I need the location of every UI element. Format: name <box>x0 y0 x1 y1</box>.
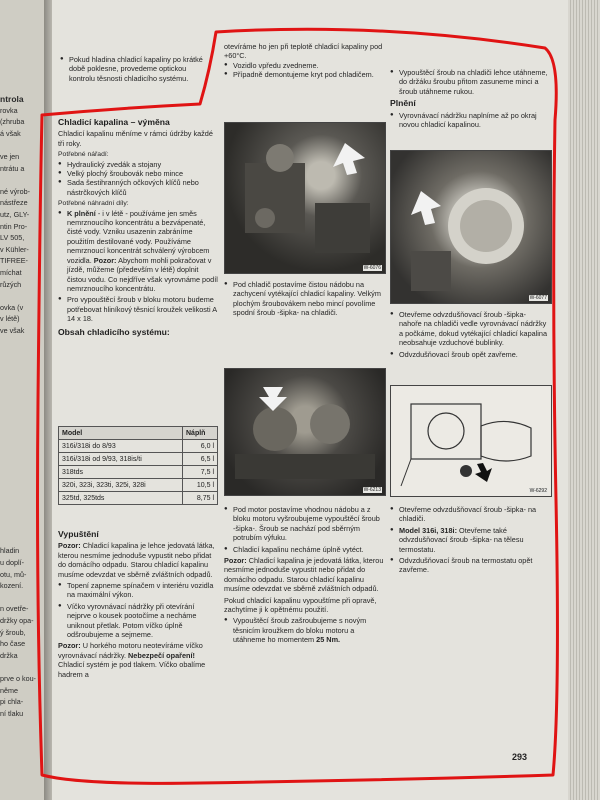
left-page-line: á však <box>0 128 21 138</box>
left-page-line: n ovetře- <box>0 604 29 614</box>
left-page-line: něme <box>0 685 18 695</box>
page-number: 293 <box>512 752 528 762</box>
parts-label: Potřebné náhradní díly: <box>58 200 129 208</box>
figure-code: W-6292 <box>529 488 547 494</box>
fill-heading: Plnění <box>390 98 416 109</box>
left-page-line: LV 505, <box>0 233 25 243</box>
left-page-line: otu, mů- <box>0 569 27 579</box>
left-page-line: držka <box>0 650 18 660</box>
left-page-line: u doplí- <box>0 558 24 567</box>
intro-text: Chladicí kapalinu měníme v rámci údržby každé tři roky. <box>58 129 213 148</box>
table-row: 320i, 323i, 323ti, 325i, 328i 10,5 l <box>59 479 218 492</box>
tool-item: ● Sada šestihranných očkových klíčů nebo nástrčkových klíčů <box>58 178 218 197</box>
drain-heading: Vypuštění <box>58 529 99 539</box>
left-page-line: rovka <box>0 105 18 115</box>
left-page-line: né výrob- <box>0 186 30 196</box>
left-page-line: ve jen <box>0 152 20 161</box>
table-title: Obsah chladicího systému: <box>58 326 170 337</box>
table-header-capacity: Náplň <box>183 427 218 440</box>
left-page-line: utz, GLY- <box>0 210 30 219</box>
col3-bullet: ● Odvzdušňovací šroub na termostatu opět zavřeme. <box>390 556 550 575</box>
left-page-line: držky opa- <box>0 616 34 625</box>
col2-para: Pokud chladicí kapalinu vypouštíme při opravě, zachytíme ji k opětnému použití. <box>224 595 377 615</box>
tools-label: Potřebné nářadí: <box>58 151 109 159</box>
col3-bullet: ● Otevřeme odvzdušňovací šroub -šipka- nahoře na chladiči vedle vyrovnávací nádržky a počkáme, dokud vytékající chladicí kapalina neobsahuje vzduchové bublinky. <box>390 310 550 348</box>
top-bullet: ● Pokud hladina chladicí kapaliny po krátké době poklesne, provedeme optickou kontrolu těsnosti chladicího systému. <box>60 55 210 83</box>
figure-code: W-6077 <box>529 295 547 301</box>
col2-bullet: ● Pod chladič postavíme čistou nádobu na zachycení vytékající chladicí kapaliny. Velkým plochým šroubovákem nebo mincí povolíme spodní šroub -šipka- na chladiči. <box>224 280 384 318</box>
tool-item: ● Velký plochý šroubovák nebo mince <box>58 169 218 178</box>
left-page-line: v Kühler- <box>0 244 29 254</box>
left-page-line: míchat <box>0 268 22 277</box>
section-heading: Chladicí kapalina – výměna <box>58 117 170 127</box>
col3-bullet: ● Otevřeme odvzdušňovací šroub -šipka- na chladiči. <box>390 505 550 524</box>
table-row: 318tds 7,5 l <box>59 466 218 479</box>
left-page-line: hladin <box>0 546 20 556</box>
left-page-line: ntrola <box>0 94 24 104</box>
col2-bullet: ● Případně demontujeme kryt pod chladičem. <box>224 70 384 79</box>
figure-code: W-6076 <box>363 265 381 271</box>
drain-bullet: ● Víčko vyrovnávací nádržky při otevírání nejprve o kousek pootočíme a necháme uniknout přetlak. Potom víčko úplně odšroubujeme a sejmeme. <box>58 602 218 640</box>
left-page-line: ý šroub, <box>0 627 26 637</box>
left-page-line: nástřeze <box>0 198 28 208</box>
col3-bullet: ● Model 316i, 318i: Otevřeme také odvzdušňovací šroub -šipka- na tělesu termostatu. <box>390 526 550 554</box>
drain-warning: Pozor: U horkého motoru neotevíráme víčko vyrovnávací nádržky. Nebezpečí opaření! Chladicí systém je pod tlakem. Víčko obalíme hadrem a <box>58 641 206 679</box>
col2-note: Pozor: Chladicí kapalina je jedovatá látka, kterou nesmíme jednoduše vypustit nebo přidat do domácího odpadu. Starou chladicí kapalinu musíme odevzdat ve sběrně zvláštních odpadů. <box>224 556 384 594</box>
col2-bullet: ● Vozidlo vpředu zvedneme. <box>224 61 384 70</box>
left-page-line: prve o kou- <box>0 674 36 683</box>
left-page-line: ho čase <box>0 639 26 649</box>
col2-bullet: ● Pod motor postavíme vhodnou nádobu a z bloku motoru vyšroubujeme vypouštěcí šroub -šipka-. Šroub se nachází pod sběrným potrubím výfuku. <box>224 505 384 543</box>
left-page-line: pi chla- <box>0 697 24 707</box>
col3-bullet: ● Vypouštěcí šroub na chladiči lehce utáhneme, do držáku šroubu přitom zasuneme minci a šroub utáhneme rukou. <box>390 68 550 96</box>
col3-bullet: ● Vyrovnávací nádržku naplníme až po okraj novou chladicí kapalinou. <box>390 111 550 130</box>
left-page-line: růzých <box>0 279 22 289</box>
drain-note: Pozor: Chladicí kapalina je lehce jedovatá látka, kterou nesmíme jednoduše vypustit nebo přidat do domácího odpadu. Starou chladicí kapalinu musíme odevzdat ve sběrně zvláštních odpadů. <box>58 541 215 579</box>
col3-bullet: ● Odvzdušňovací šroub opět zavřeme. <box>390 350 550 359</box>
table-header-model: Model <box>59 427 183 440</box>
col2-bullet: ● Chladicí kapalinu necháme úplně vytéct. <box>224 545 384 554</box>
left-page-line: (zhruba <box>0 117 25 127</box>
col2-top-text: otevíráme ho jen při teplotě chladicí kapaliny pod +60°C. <box>224 42 383 61</box>
left-page-line: ntrátu a <box>0 163 25 173</box>
table-row: 316i/318i do 8/93 6,0 l <box>59 440 218 453</box>
left-page-line: ovka (v <box>0 302 24 312</box>
left-page-line: TIFREE- <box>0 256 28 266</box>
left-page-line: ní tlaku <box>0 708 24 718</box>
tool-item: ● Hydraulický zvedák a stojany <box>58 160 218 169</box>
drain-bullet: ● Topení zapneme spínačem v interiéru vozidla na maximální výkon. <box>58 581 218 600</box>
left-page-line: kození. <box>0 581 24 591</box>
table-row: 325td, 325tds 8,75 l <box>59 492 218 505</box>
figure-code: W-6213 <box>363 487 381 493</box>
left-page-line: ntin Pro- <box>0 221 28 231</box>
left-page-line: v létě) <box>0 314 20 324</box>
col2-bullet: ● Vypouštěcí šroub zašroubujeme s novým těsnicím kroužkem do bloku motoru a utáhneme ho momentem 25 Nm. <box>224 616 384 644</box>
table-row: 316i/318i od 9/93, 318is/ti 6,5 l <box>59 453 218 466</box>
left-page-line: ve však <box>0 326 25 335</box>
parts-bullet: ● K plnění - i v létě - používáme jen směs nemrznoucího koncentrátu a bezvápenaté, čisté vody. Vzniku usazenin zabráníme použitím destilované vody. Používáme nemrznoucí koncentrát schválený výrobcem vozidla. Pozor: Abychom mohli pokračovat v jízdě, můžeme (především v létě) doplnit čistou vodu. Co nejdříve však vyrovnáme podíl nemrznoucího koncentrátu. <box>58 209 218 294</box>
parts-bullet: ● Pro vypouštěcí šroub v bloku motoru budeme potřebovat hliníkový těsnicí kroužek velikosti A 14 x 18. <box>58 295 218 323</box>
